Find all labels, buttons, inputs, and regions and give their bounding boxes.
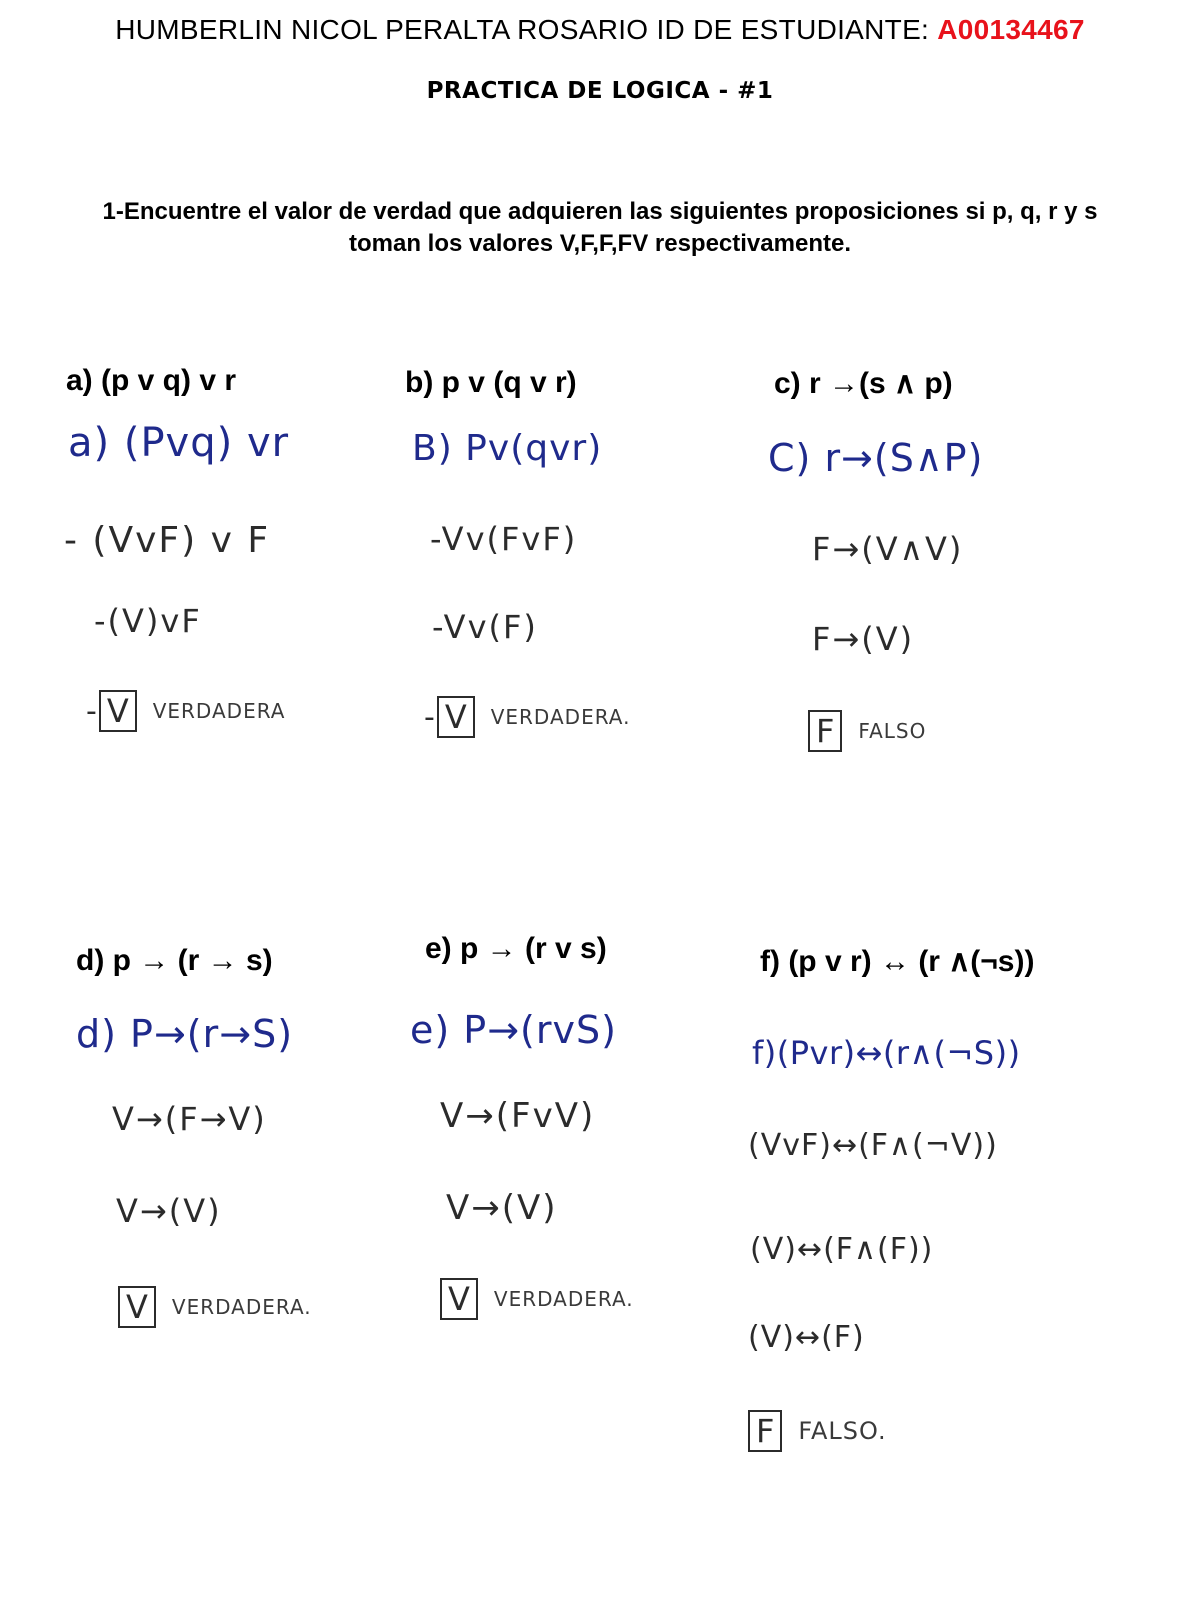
problem-f-step-1: (VvF)↔(F∧(¬V)) xyxy=(748,1128,998,1163)
problem-d-step-1: V→(F→V) xyxy=(112,1100,267,1138)
problem-a-result-box: V xyxy=(99,690,137,732)
problem-d-result xyxy=(118,1286,312,1328)
problem-f-statement: f) (p v r) ↔ (r ∧(¬s)) xyxy=(760,945,1035,978)
problem-e-handwritten-title: e) P→(rvS) xyxy=(410,1008,617,1052)
instruction-line-1: 1-Encuentre el valor de verdad que adquieren las siguientes proposiciones si p, q, r y s xyxy=(102,198,1098,225)
problem-c-result-box: F xyxy=(808,710,842,752)
problem-e-step-2: V→(V) xyxy=(446,1188,558,1228)
problem-e-step-1: V→(FvV) xyxy=(440,1096,596,1136)
problem-c-statement: c) r →(s ∧ p) xyxy=(774,367,953,400)
problem-f-result-box: F xyxy=(748,1410,782,1452)
problem-b-result-word: VERDADERA. xyxy=(490,705,631,729)
problem-b-handwritten-title: B) Pv(qvr) xyxy=(412,428,603,469)
problem-b-step-1: -Vv(FvF) xyxy=(430,520,578,558)
problem-d-result-word: VERDADERA. xyxy=(171,1295,312,1319)
problem-e-result-word: VERDADERA. xyxy=(493,1287,634,1311)
problem-a-step-1: - (VvF) v F xyxy=(64,520,271,561)
problem-c-result xyxy=(808,710,926,752)
problem-b-statement: b) p v (q v r) xyxy=(405,366,577,399)
problem-f-step-2: (V)↔(F∧(F)) xyxy=(750,1232,934,1267)
problem-e-result xyxy=(440,1278,634,1320)
problem-e-result-box: V xyxy=(440,1278,478,1320)
problem-d-result-box: V xyxy=(118,1286,156,1328)
problem-a-result-word: VERDADERA xyxy=(152,699,286,723)
problem-c-step-1: F→(V∧V) xyxy=(812,530,964,568)
problem-a-statement: a) (p v q) v r xyxy=(66,364,237,397)
problem-c-step-2: F→(V) xyxy=(812,620,915,658)
page-header xyxy=(0,14,1200,46)
instruction-line-2: toman los valores V,F,F,FV respectivamente. xyxy=(349,230,851,257)
problem-c-handwritten-title: C) r→(S∧P) xyxy=(768,436,984,480)
problem-a-handwritten-title: a) (Pvq) vr xyxy=(68,420,290,466)
problem-d-step-2: V→(V) xyxy=(116,1192,222,1230)
problem-f-step-3: (V)↔(F) xyxy=(748,1320,865,1355)
student-id: A00134467 xyxy=(937,14,1085,45)
instruction-text xyxy=(60,196,1140,260)
problem-a-result xyxy=(86,690,285,732)
problem-b-result xyxy=(424,696,630,738)
problem-c-result-word: FALSO xyxy=(858,719,927,743)
problem-f-result-word: FALSO. xyxy=(798,1417,887,1445)
problem-a-dash: - xyxy=(86,693,97,729)
problem-f-handwritten-title: f)(Pvr)↔(r∧(¬S)) xyxy=(752,1034,1021,1072)
student-name-label: HUMBERLIN NICOL PERALTA ROSARIO ID DE ESTUDIANTE: xyxy=(115,14,938,45)
problem-d-statement: d) p → (r → s) xyxy=(76,944,273,977)
problem-f-result xyxy=(748,1410,887,1452)
problem-b-step-2: -Vv(F) xyxy=(432,608,538,646)
problem-b-dash: - xyxy=(424,699,435,735)
practice-title: PRACTICA DE LOGICA - #1 xyxy=(426,78,774,104)
problem-d-handwritten-title: d) P→(r→S) xyxy=(76,1012,294,1056)
problem-a-step-2: -(V)vF xyxy=(94,602,202,640)
problem-b-result-box: V xyxy=(437,696,475,738)
problem-e-statement: e) p → (r v s) xyxy=(425,932,607,965)
